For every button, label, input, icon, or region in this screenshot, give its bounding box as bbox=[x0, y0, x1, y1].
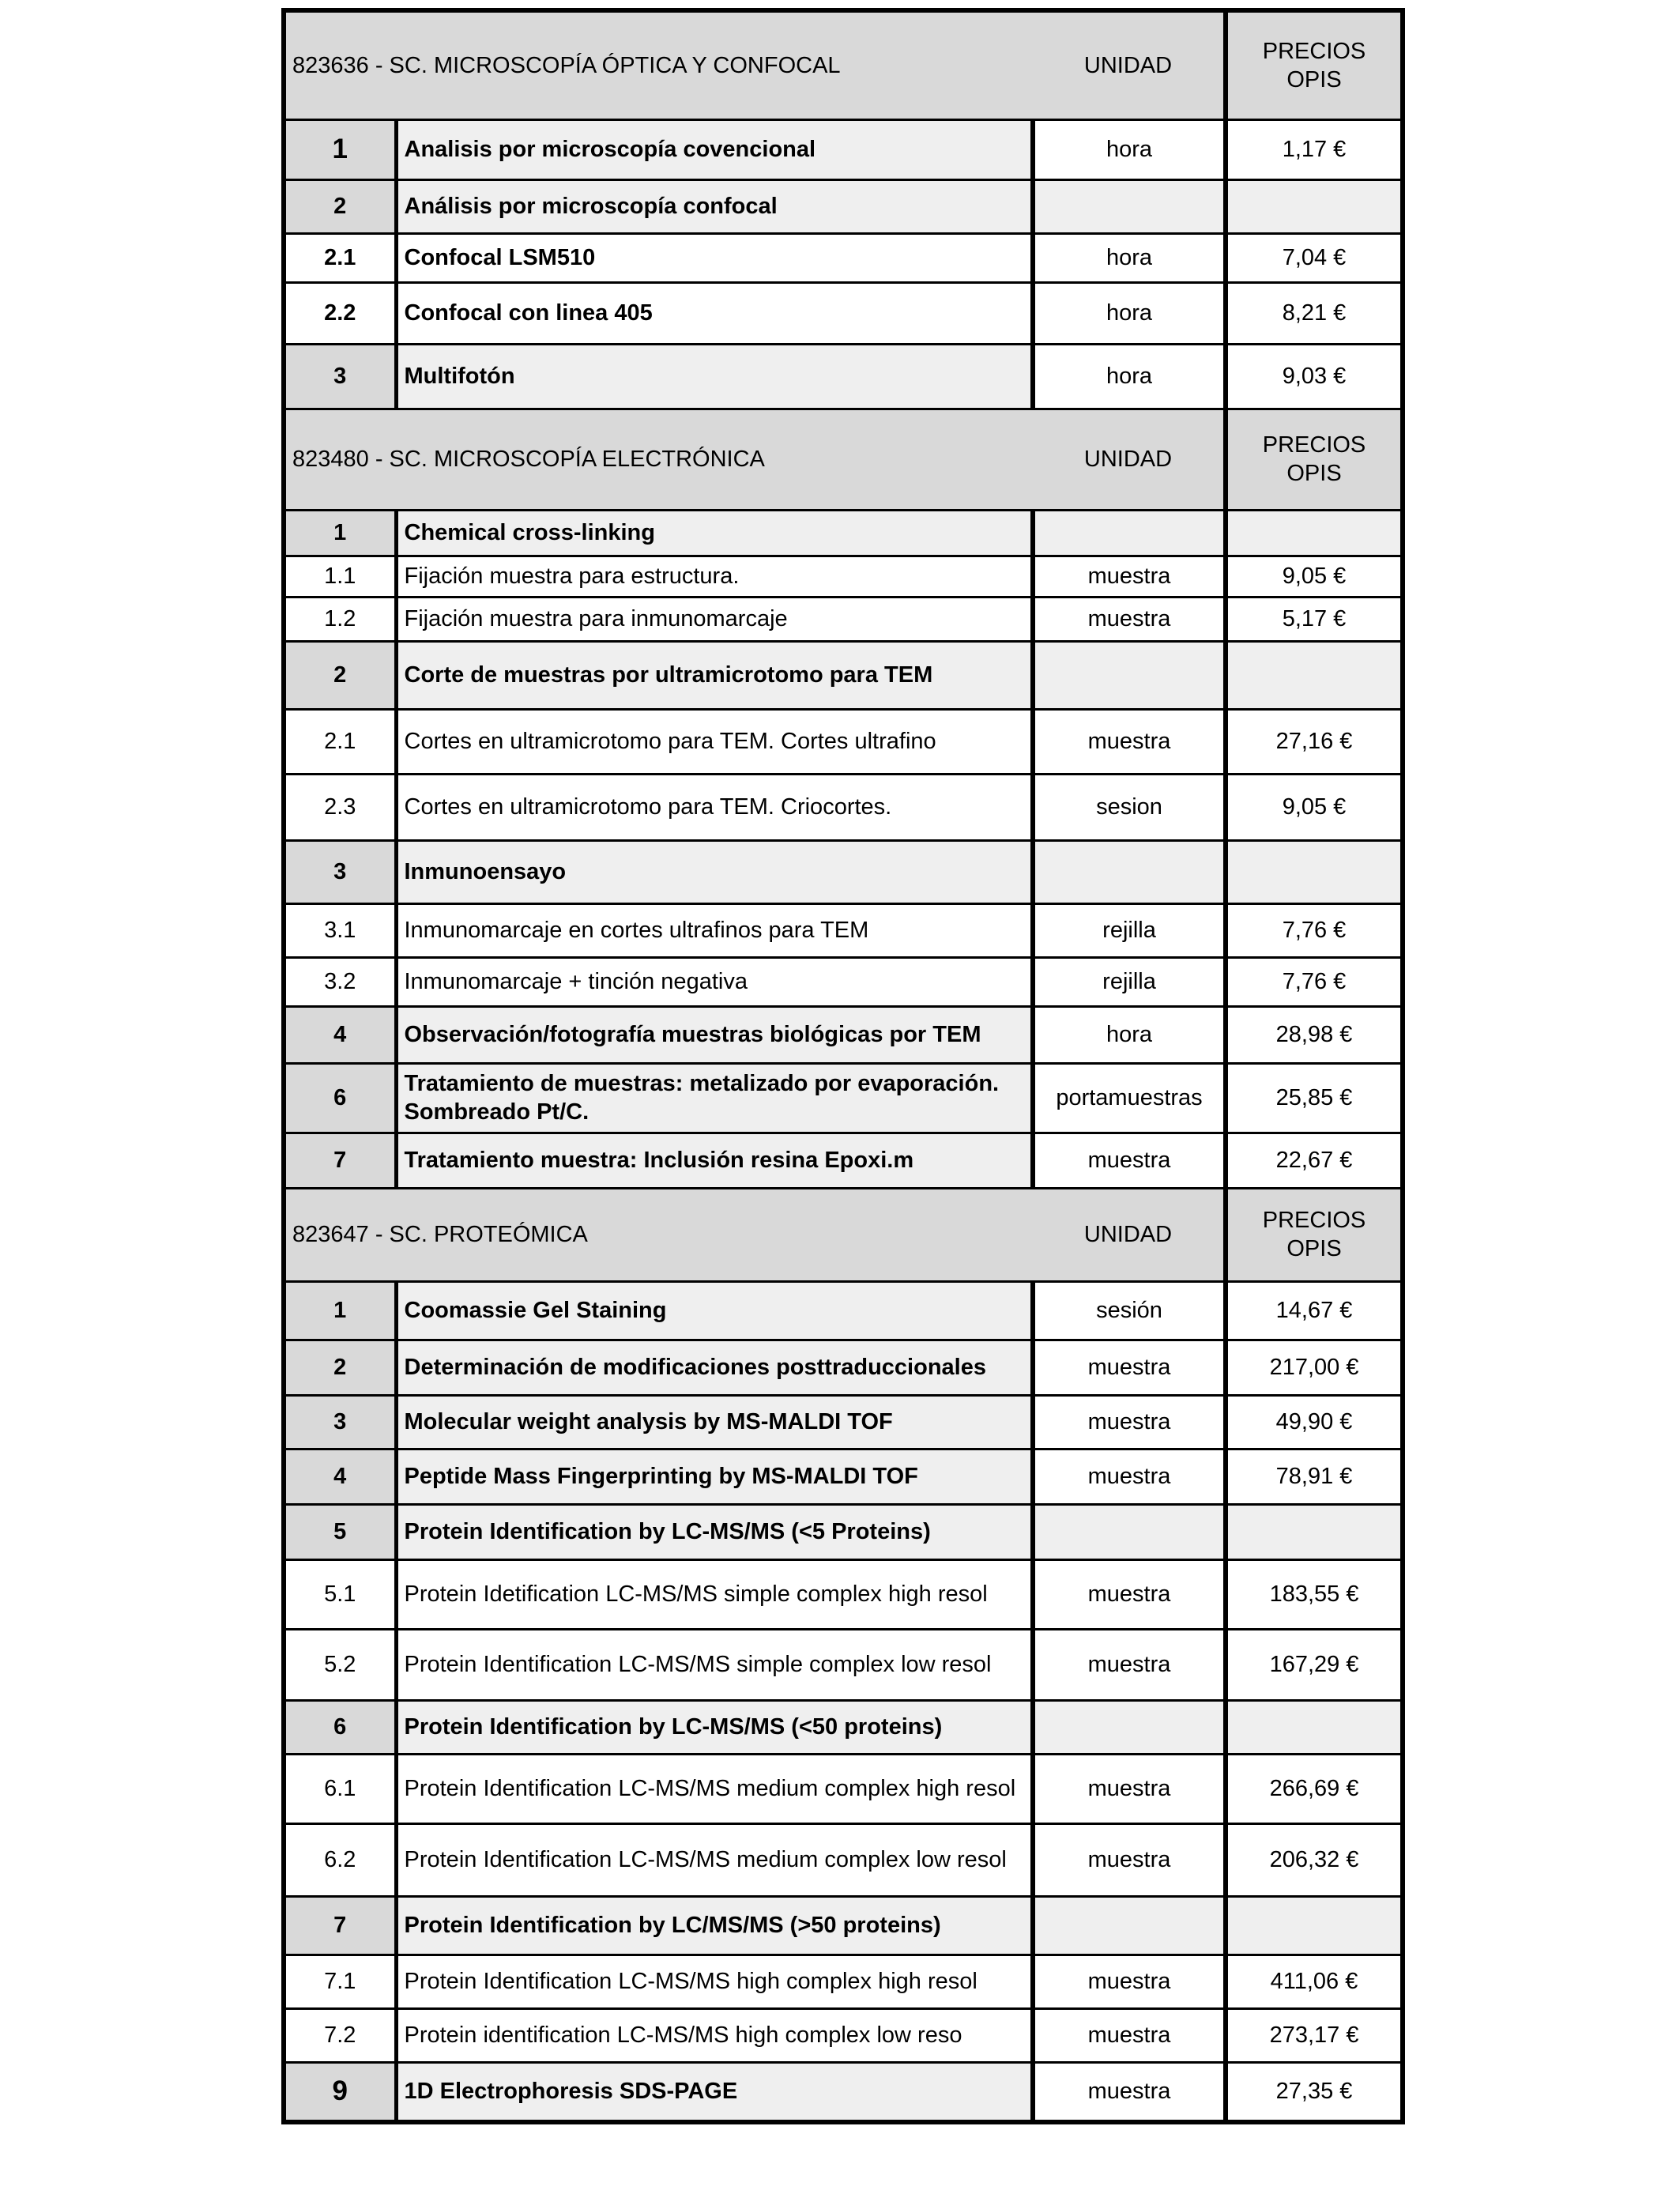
item-number: 1 bbox=[284, 119, 396, 179]
item-number: 2 bbox=[284, 641, 396, 709]
item-description: Coomassie Gel Staining bbox=[396, 1281, 1033, 1340]
item-unit: muestra bbox=[1033, 1629, 1226, 1700]
item-description: Fijación muestra para inmunomarcaje bbox=[396, 597, 1033, 641]
table-row bbox=[284, 233, 1403, 282]
item-number: 1.2 bbox=[284, 597, 396, 641]
table-row bbox=[284, 1559, 1403, 1629]
item-number: 2 bbox=[284, 1340, 396, 1395]
item-number: 3 bbox=[284, 1395, 396, 1449]
item-description: Protein identification LC-MS/MS high complex low reso bbox=[396, 2008, 1033, 2062]
item-number: 2.1 bbox=[284, 709, 396, 774]
item-price: 25,85 € bbox=[1226, 1063, 1403, 1133]
item-unit bbox=[1033, 510, 1226, 556]
item-unit: portamuestras bbox=[1033, 1063, 1226, 1133]
item-description: Tratamiento de muestras: metalizado por evaporación. Sombreado Pt/C. bbox=[396, 1063, 1033, 1133]
table-row bbox=[284, 1006, 1403, 1063]
table-row bbox=[284, 1754, 1403, 1823]
item-price: 1,17 € bbox=[1226, 119, 1403, 179]
item-unit: muestra bbox=[1033, 1955, 1226, 2008]
item-number: 3 bbox=[284, 840, 396, 903]
table-row bbox=[284, 1449, 1403, 1504]
item-number: 6.1 bbox=[284, 1754, 396, 1823]
table-row bbox=[284, 1340, 1403, 1395]
item-number: 2.3 bbox=[284, 774, 396, 840]
item-unit: sesión bbox=[1033, 1281, 1226, 1340]
item-price: 7,76 € bbox=[1226, 903, 1403, 957]
item-number: 1.1 bbox=[284, 556, 396, 597]
item-unit: muestra bbox=[1033, 1340, 1226, 1395]
table-row bbox=[284, 774, 1403, 840]
item-unit: muestra bbox=[1033, 1559, 1226, 1629]
item-description: Inmunoensayo bbox=[396, 840, 1033, 903]
item-description: 1D Electrophoresis SDS-PAGE bbox=[396, 2062, 1033, 2122]
item-unit bbox=[1033, 641, 1226, 709]
table-row bbox=[284, 2062, 1403, 2122]
item-price: 266,69 € bbox=[1226, 1754, 1403, 1823]
table-row bbox=[284, 1823, 1403, 1896]
item-unit bbox=[1033, 1504, 1226, 1559]
item-number: 4 bbox=[284, 1449, 396, 1504]
item-number: 7.1 bbox=[284, 1955, 396, 2008]
item-number: 5.1 bbox=[284, 1559, 396, 1629]
item-number: 2 bbox=[284, 179, 396, 233]
table-row bbox=[284, 1281, 1403, 1340]
table-row bbox=[284, 957, 1403, 1006]
item-price: 217,00 € bbox=[1226, 1340, 1403, 1395]
item-description: Protein Idetification LC-MS/MS simple complex high resol bbox=[396, 1559, 1033, 1629]
item-unit: rejilla bbox=[1033, 903, 1226, 957]
item-description: Fijación muestra para estructura. bbox=[396, 556, 1033, 597]
item-price: 9,03 € bbox=[1226, 344, 1403, 409]
item-price: 27,16 € bbox=[1226, 709, 1403, 774]
item-description: Tratamiento muestra: Inclusión resina Epoxi.m bbox=[396, 1133, 1033, 1188]
item-unit: hora bbox=[1033, 233, 1226, 282]
table-row bbox=[284, 1504, 1403, 1559]
item-number: 1 bbox=[284, 510, 396, 556]
item-price: 7,04 € bbox=[1226, 233, 1403, 282]
item-description: Corte de muestras por ultramicrotomo para TEM bbox=[396, 641, 1033, 709]
item-price: 8,21 € bbox=[1226, 282, 1403, 344]
table-row bbox=[284, 1700, 1403, 1754]
item-description: Inmunomarcaje + tinción negativa bbox=[396, 957, 1033, 1006]
table-row bbox=[284, 1133, 1403, 1188]
section-header bbox=[284, 10, 1403, 119]
item-price: 14,67 € bbox=[1226, 1281, 1403, 1340]
item-price bbox=[1226, 510, 1403, 556]
table-row bbox=[284, 556, 1403, 597]
item-description: Analisis por microscopía covencional bbox=[396, 119, 1033, 179]
item-price: 7,76 € bbox=[1226, 957, 1403, 1006]
item-unit bbox=[1033, 1896, 1226, 1955]
item-unit: muestra bbox=[1033, 2062, 1226, 2122]
item-unit: hora bbox=[1033, 344, 1226, 409]
item-price bbox=[1226, 1700, 1403, 1754]
item-number: 7.2 bbox=[284, 2008, 396, 2062]
table-row bbox=[284, 119, 1403, 179]
table-row bbox=[284, 1629, 1403, 1700]
item-number: 6 bbox=[284, 1700, 396, 1754]
item-description: Peptide Mass Fingerprinting by MS-MALDI TOF bbox=[396, 1449, 1033, 1504]
item-price: 49,90 € bbox=[1226, 1395, 1403, 1449]
unit-column-header: UNIDAD bbox=[1033, 10, 1226, 119]
section-title: 823480 - SC. MICROSCOPÍA ELECTRÓNICA bbox=[284, 409, 1033, 510]
unit-column-header: UNIDAD bbox=[1033, 409, 1226, 510]
item-description: Molecular weight analysis by MS-MALDI TOF bbox=[396, 1395, 1033, 1449]
item-unit: sesion bbox=[1033, 774, 1226, 840]
item-number: 9 bbox=[284, 2062, 396, 2122]
table-row bbox=[284, 282, 1403, 344]
item-description: Protein Identification LC-MS/MS medium complex high resol bbox=[396, 1754, 1033, 1823]
item-number: 3.1 bbox=[284, 903, 396, 957]
item-number: 6.2 bbox=[284, 1823, 396, 1896]
item-number: 7 bbox=[284, 1133, 396, 1188]
item-description: Confocal con linea 405 bbox=[396, 282, 1033, 344]
item-unit: muestra bbox=[1033, 1449, 1226, 1504]
item-number: 5.2 bbox=[284, 1629, 396, 1700]
item-unit: muestra bbox=[1033, 2008, 1226, 2062]
item-description: Protein Identification by LC-MS/MS (<50 proteins) bbox=[396, 1700, 1033, 1754]
item-price bbox=[1226, 641, 1403, 709]
item-description: Cortes en ultramicrotomo para TEM. Cortes ultrafino bbox=[396, 709, 1033, 774]
item-price bbox=[1226, 1504, 1403, 1559]
item-number: 6 bbox=[284, 1063, 396, 1133]
item-description: Determinación de modificaciones posttraduccionales bbox=[396, 1340, 1033, 1395]
item-unit: rejilla bbox=[1033, 957, 1226, 1006]
price-column-header: PRECIOS OPIS bbox=[1226, 409, 1403, 510]
table-row bbox=[284, 1896, 1403, 1955]
item-unit: muestra bbox=[1033, 597, 1226, 641]
table-row bbox=[284, 903, 1403, 957]
item-description: Multifotón bbox=[396, 344, 1033, 409]
item-price: 411,06 € bbox=[1226, 1955, 1403, 2008]
table-row bbox=[284, 597, 1403, 641]
item-description: Protein Identification LC-MS/MS simple complex low resol bbox=[396, 1629, 1033, 1700]
item-unit: hora bbox=[1033, 119, 1226, 179]
unit-column-header: UNIDAD bbox=[1033, 1188, 1226, 1281]
item-number: 2.2 bbox=[284, 282, 396, 344]
item-description: Análisis por microscopía confocal bbox=[396, 179, 1033, 233]
table-row bbox=[284, 1063, 1403, 1133]
table-row bbox=[284, 1955, 1403, 2008]
item-description: Chemical cross-linking bbox=[396, 510, 1033, 556]
price-column-header: PRECIOS OPIS bbox=[1226, 10, 1403, 119]
table-row bbox=[284, 709, 1403, 774]
item-price: 9,05 € bbox=[1226, 774, 1403, 840]
section-title: 823647 - SC. PROTEÓMICA bbox=[284, 1188, 1033, 1281]
item-description: Observación/fotografía muestras biológicas por TEM bbox=[396, 1006, 1033, 1063]
section-title: 823636 - SC. MICROSCOPÍA ÓPTICA Y CONFOCAL bbox=[284, 10, 1033, 119]
price-column-header: PRECIOS OPIS bbox=[1226, 1188, 1403, 1281]
item-number: 3.2 bbox=[284, 957, 396, 1006]
item-price bbox=[1226, 179, 1403, 233]
item-description: Protein Identification by LC-MS/MS (<5 Proteins) bbox=[396, 1504, 1033, 1559]
item-unit: hora bbox=[1033, 1006, 1226, 1063]
item-price: 27,35 € bbox=[1226, 2062, 1403, 2122]
item-price: 206,32 € bbox=[1226, 1823, 1403, 1896]
item-price: 78,91 € bbox=[1226, 1449, 1403, 1504]
table-row bbox=[284, 344, 1403, 409]
item-unit: muestra bbox=[1033, 709, 1226, 774]
table-row bbox=[284, 1395, 1403, 1449]
table-row bbox=[284, 840, 1403, 903]
item-price: 9,05 € bbox=[1226, 556, 1403, 597]
item-unit bbox=[1033, 179, 1226, 233]
item-price: 183,55 € bbox=[1226, 1559, 1403, 1629]
item-description: Protein Identification LC-MS/MS high complex high resol bbox=[396, 1955, 1033, 2008]
item-unit: muestra bbox=[1033, 1395, 1226, 1449]
table-row bbox=[284, 510, 1403, 556]
item-unit: hora bbox=[1033, 282, 1226, 344]
table-row bbox=[284, 179, 1403, 233]
item-number: 5 bbox=[284, 1504, 396, 1559]
item-price: 273,17 € bbox=[1226, 2008, 1403, 2062]
item-unit: muestra bbox=[1033, 1823, 1226, 1896]
table-row bbox=[284, 2008, 1403, 2062]
item-unit: muestra bbox=[1033, 1754, 1226, 1823]
item-description: Protein Identification LC-MS/MS medium complex low resol bbox=[396, 1823, 1033, 1896]
item-price: 22,67 € bbox=[1226, 1133, 1403, 1188]
item-unit: muestra bbox=[1033, 556, 1226, 597]
item-description: Inmunomarcaje en cortes ultrafinos para TEM bbox=[396, 903, 1033, 957]
item-price: 28,98 € bbox=[1226, 1006, 1403, 1063]
item-price: 5,17 € bbox=[1226, 597, 1403, 641]
section-header bbox=[284, 1188, 1403, 1281]
item-number: 4 bbox=[284, 1006, 396, 1063]
item-price bbox=[1226, 840, 1403, 903]
item-price: 167,29 € bbox=[1226, 1629, 1403, 1700]
item-unit bbox=[1033, 840, 1226, 903]
table-row bbox=[284, 641, 1403, 709]
item-unit bbox=[1033, 1700, 1226, 1754]
item-description: Protein Identification by LC/MS/MS (>50 proteins) bbox=[396, 1896, 1033, 1955]
item-number: 7 bbox=[284, 1896, 396, 1955]
item-description: Cortes en ultramicrotomo para TEM. Criocortes. bbox=[396, 774, 1033, 840]
item-price bbox=[1226, 1896, 1403, 1955]
item-number: 3 bbox=[284, 344, 396, 409]
item-unit: muestra bbox=[1033, 1133, 1226, 1188]
item-description: Confocal LSM510 bbox=[396, 233, 1033, 282]
item-number: 2.1 bbox=[284, 233, 396, 282]
section-header bbox=[284, 409, 1403, 510]
item-number: 1 bbox=[284, 1281, 396, 1340]
price-table bbox=[281, 8, 1405, 2124]
